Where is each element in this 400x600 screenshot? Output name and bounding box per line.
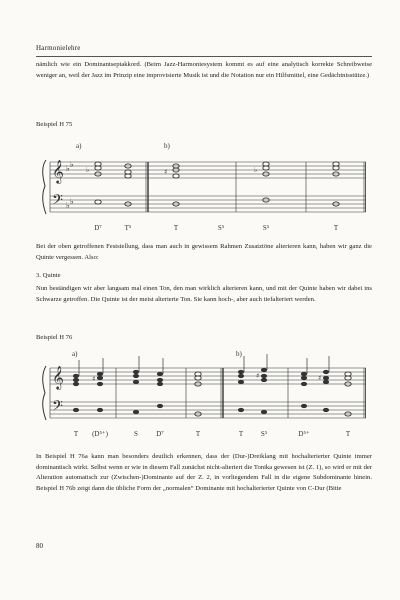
function-label: S⁵ [262,224,270,232]
music-example-h76 [36,348,366,448]
section-heading: 3. Quinte [36,272,61,279]
svg-text:♭: ♭ [70,197,74,206]
svg-text:♯: ♯ [256,372,260,380]
function-label: D⁵⁺ [298,430,310,438]
header-rule [36,56,372,57]
svg-text:♭: ♭ [70,160,74,169]
svg-text:♭: ♭ [86,166,90,174]
music-example-h75 [36,138,366,238]
function-label: D⁷ [156,430,164,438]
svg-text:𝄞: 𝄞 [52,159,64,183]
example-label-h76: Beispiel H 76 [36,334,73,341]
svg-text:𝄢: 𝄢 [52,398,63,418]
svg-text:𝄞: 𝄞 [52,365,64,389]
example-part-b: b) [164,142,170,150]
function-label: D⁷ [94,224,102,232]
function-label: T [195,430,201,438]
paragraph-4: In Beispiel H 76a kann man besonders deutlich erkennen, dass der (Dur-)Dreiklang mit hochalterierter Quinte immer dominantisch wirkt. Selbst wenn er wie in diesem Fall zunächst nicht-alteriert die Tonika gewesen ist (Z. 1), so wird er mit der Alteration automatisch zur (Zwischen-)Dominante auf der Z. 2, in vorliegendem Fall in die eigene Subdominante hinein. Beispiel H 76b zeigt dann die übliche Form der „normalen“ Dominante mit hochalterierter Quinte von C-Dur (Bitte [36,453,372,492]
paragraph-2: Bei der oben getroffenen Feststellung, dass man auch in gewissem Rahmen Zusatztöne alterieren kann, haben wir ganz die Quinte vergessen. Also: [36,243,372,261]
function-label: S⁵ [217,224,225,232]
example-part-b: b) [236,350,242,358]
svg-text:♭: ♭ [66,201,70,210]
svg-text:𝄢: 𝄢 [52,192,63,212]
example-label-h75: Beispiel H 75 [36,121,73,128]
svg-text:♭: ♭ [254,166,258,174]
function-label: S [134,430,138,438]
function-label: (D⁵⁺) [92,430,108,438]
function-label: T⁵ [124,224,132,232]
function-label: T [73,430,79,438]
svg-text:♯: ♯ [92,375,96,383]
svg-text:♯: ♯ [318,374,322,382]
example-part-a: a) [76,142,82,150]
function-label: S⁵ [260,430,268,438]
paragraph-3: Nun beständigen wir aber langsam mal einen Ton, den man wirklich alterieren kann, und mit der Quinte haben wir dabei ins Schwarze getroffen. Die Quinte ist der meist alterierte Ton. Sie kann hoch-, aber auch tiefalteriert werden. [36,285,372,303]
paragraph-1: nämlich wie ein Dominantseptakkord. (Beim Jazz-Harmoniesystem kommt es auf eine analytisch korrekte Schreibweise weniger an, weil der Jazz im Prinzip eine improvisierte Musik ist und die Notation nur ein Hilfsmittel, eine Gedächtnisstütze.) [36,61,372,79]
running-header: Harmonielehre [36,44,81,52]
svg-text:♭: ♭ [66,164,70,173]
function-label: T [238,430,244,438]
example-part-a: a) [72,350,78,358]
function-label: T [173,224,179,232]
function-label: T [333,224,339,232]
function-label: T [345,430,351,438]
svg-text:♯: ♯ [164,168,168,176]
page-number: 80 [36,542,43,550]
